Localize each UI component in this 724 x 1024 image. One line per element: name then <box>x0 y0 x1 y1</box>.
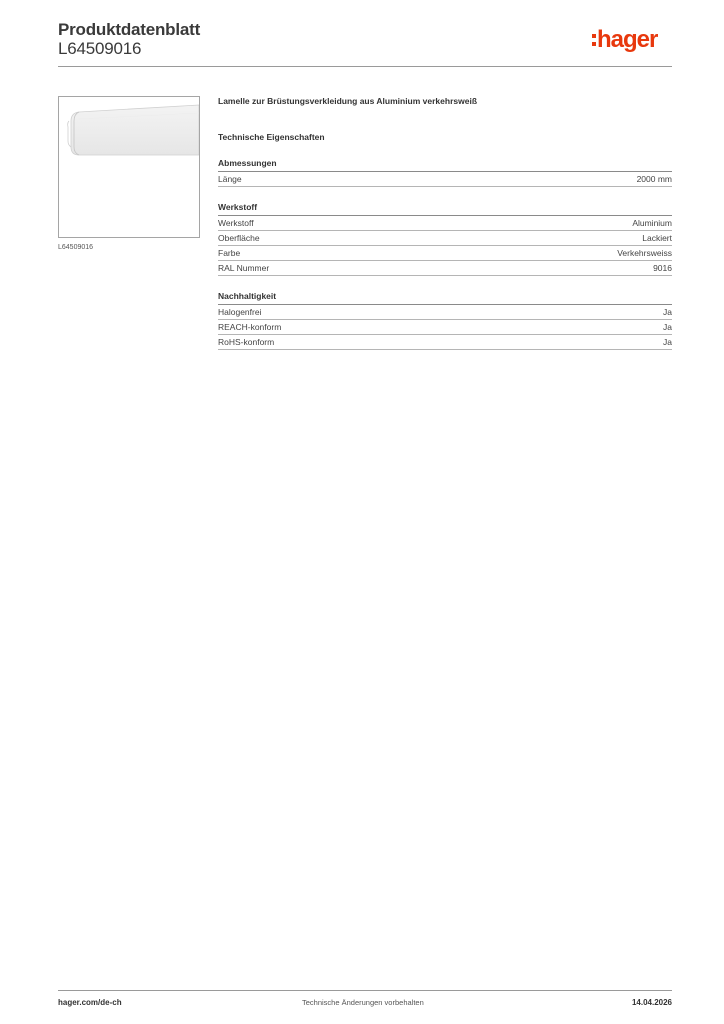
footer-notice: Technische Änderungen vorbehalten <box>302 998 424 1007</box>
section-dimensions <box>218 158 672 187</box>
spec-row <box>218 216 672 231</box>
footer-date: 14.04.2026 <box>631 998 672 1007</box>
spec-row <box>218 305 672 320</box>
spec-value: Verkehrsweiss <box>617 248 672 258</box>
spec-key: Farbe <box>218 248 241 258</box>
spec-row <box>218 261 672 276</box>
spec-value: 9016 <box>653 263 672 273</box>
logo-colon-icon <box>592 34 596 46</box>
spec-row <box>218 335 672 350</box>
spec-key: REACH-konform <box>218 322 282 332</box>
logo-text: hager <box>597 26 658 53</box>
product-content <box>218 96 672 365</box>
header-divider <box>58 66 672 67</box>
document-number: L64509016 <box>58 39 142 58</box>
section-material <box>218 202 672 276</box>
product-description: Lamelle zur Brüstungsverkleidung aus Aluminium verkehrsweiß <box>218 96 478 106</box>
spec-value: Aluminium <box>632 218 672 228</box>
document-title: Produktdatenblatt <box>58 20 201 39</box>
spec-row <box>218 172 672 187</box>
spec-key: Halogenfrei <box>218 307 262 317</box>
section-title: Nachhaltigkeit <box>218 291 672 305</box>
spec-value: Ja <box>663 337 672 347</box>
spec-value: Lackiert <box>642 233 672 243</box>
spec-key: Werkstoff <box>218 218 254 228</box>
spec-value: 2000 mm <box>636 174 672 184</box>
section-title: Werkstoff <box>218 202 672 216</box>
spec-row <box>218 320 672 335</box>
spec-row <box>218 231 672 246</box>
spec-key: RoHS-konform <box>218 337 275 347</box>
section-title: Abmessungen <box>218 158 672 172</box>
spec-key: RAL Nummer <box>218 263 270 273</box>
spec-row <box>218 246 672 261</box>
aluminium-profile-illustration <box>59 97 199 237</box>
image-caption: L64509016 <box>58 244 94 251</box>
product-image <box>58 96 200 238</box>
footer-divider <box>58 990 672 991</box>
spec-key: Oberfläche <box>218 233 260 243</box>
technical-properties-heading: Technische Eigenschaften <box>218 132 325 142</box>
section-sustainability <box>218 291 672 350</box>
spec-key: Länge <box>218 174 242 184</box>
hager-logo <box>592 28 657 52</box>
footer-website-link[interactable]: hager.com/de-ch <box>58 998 122 1007</box>
spec-value: Ja <box>663 322 672 332</box>
spec-value: Ja <box>663 307 672 317</box>
